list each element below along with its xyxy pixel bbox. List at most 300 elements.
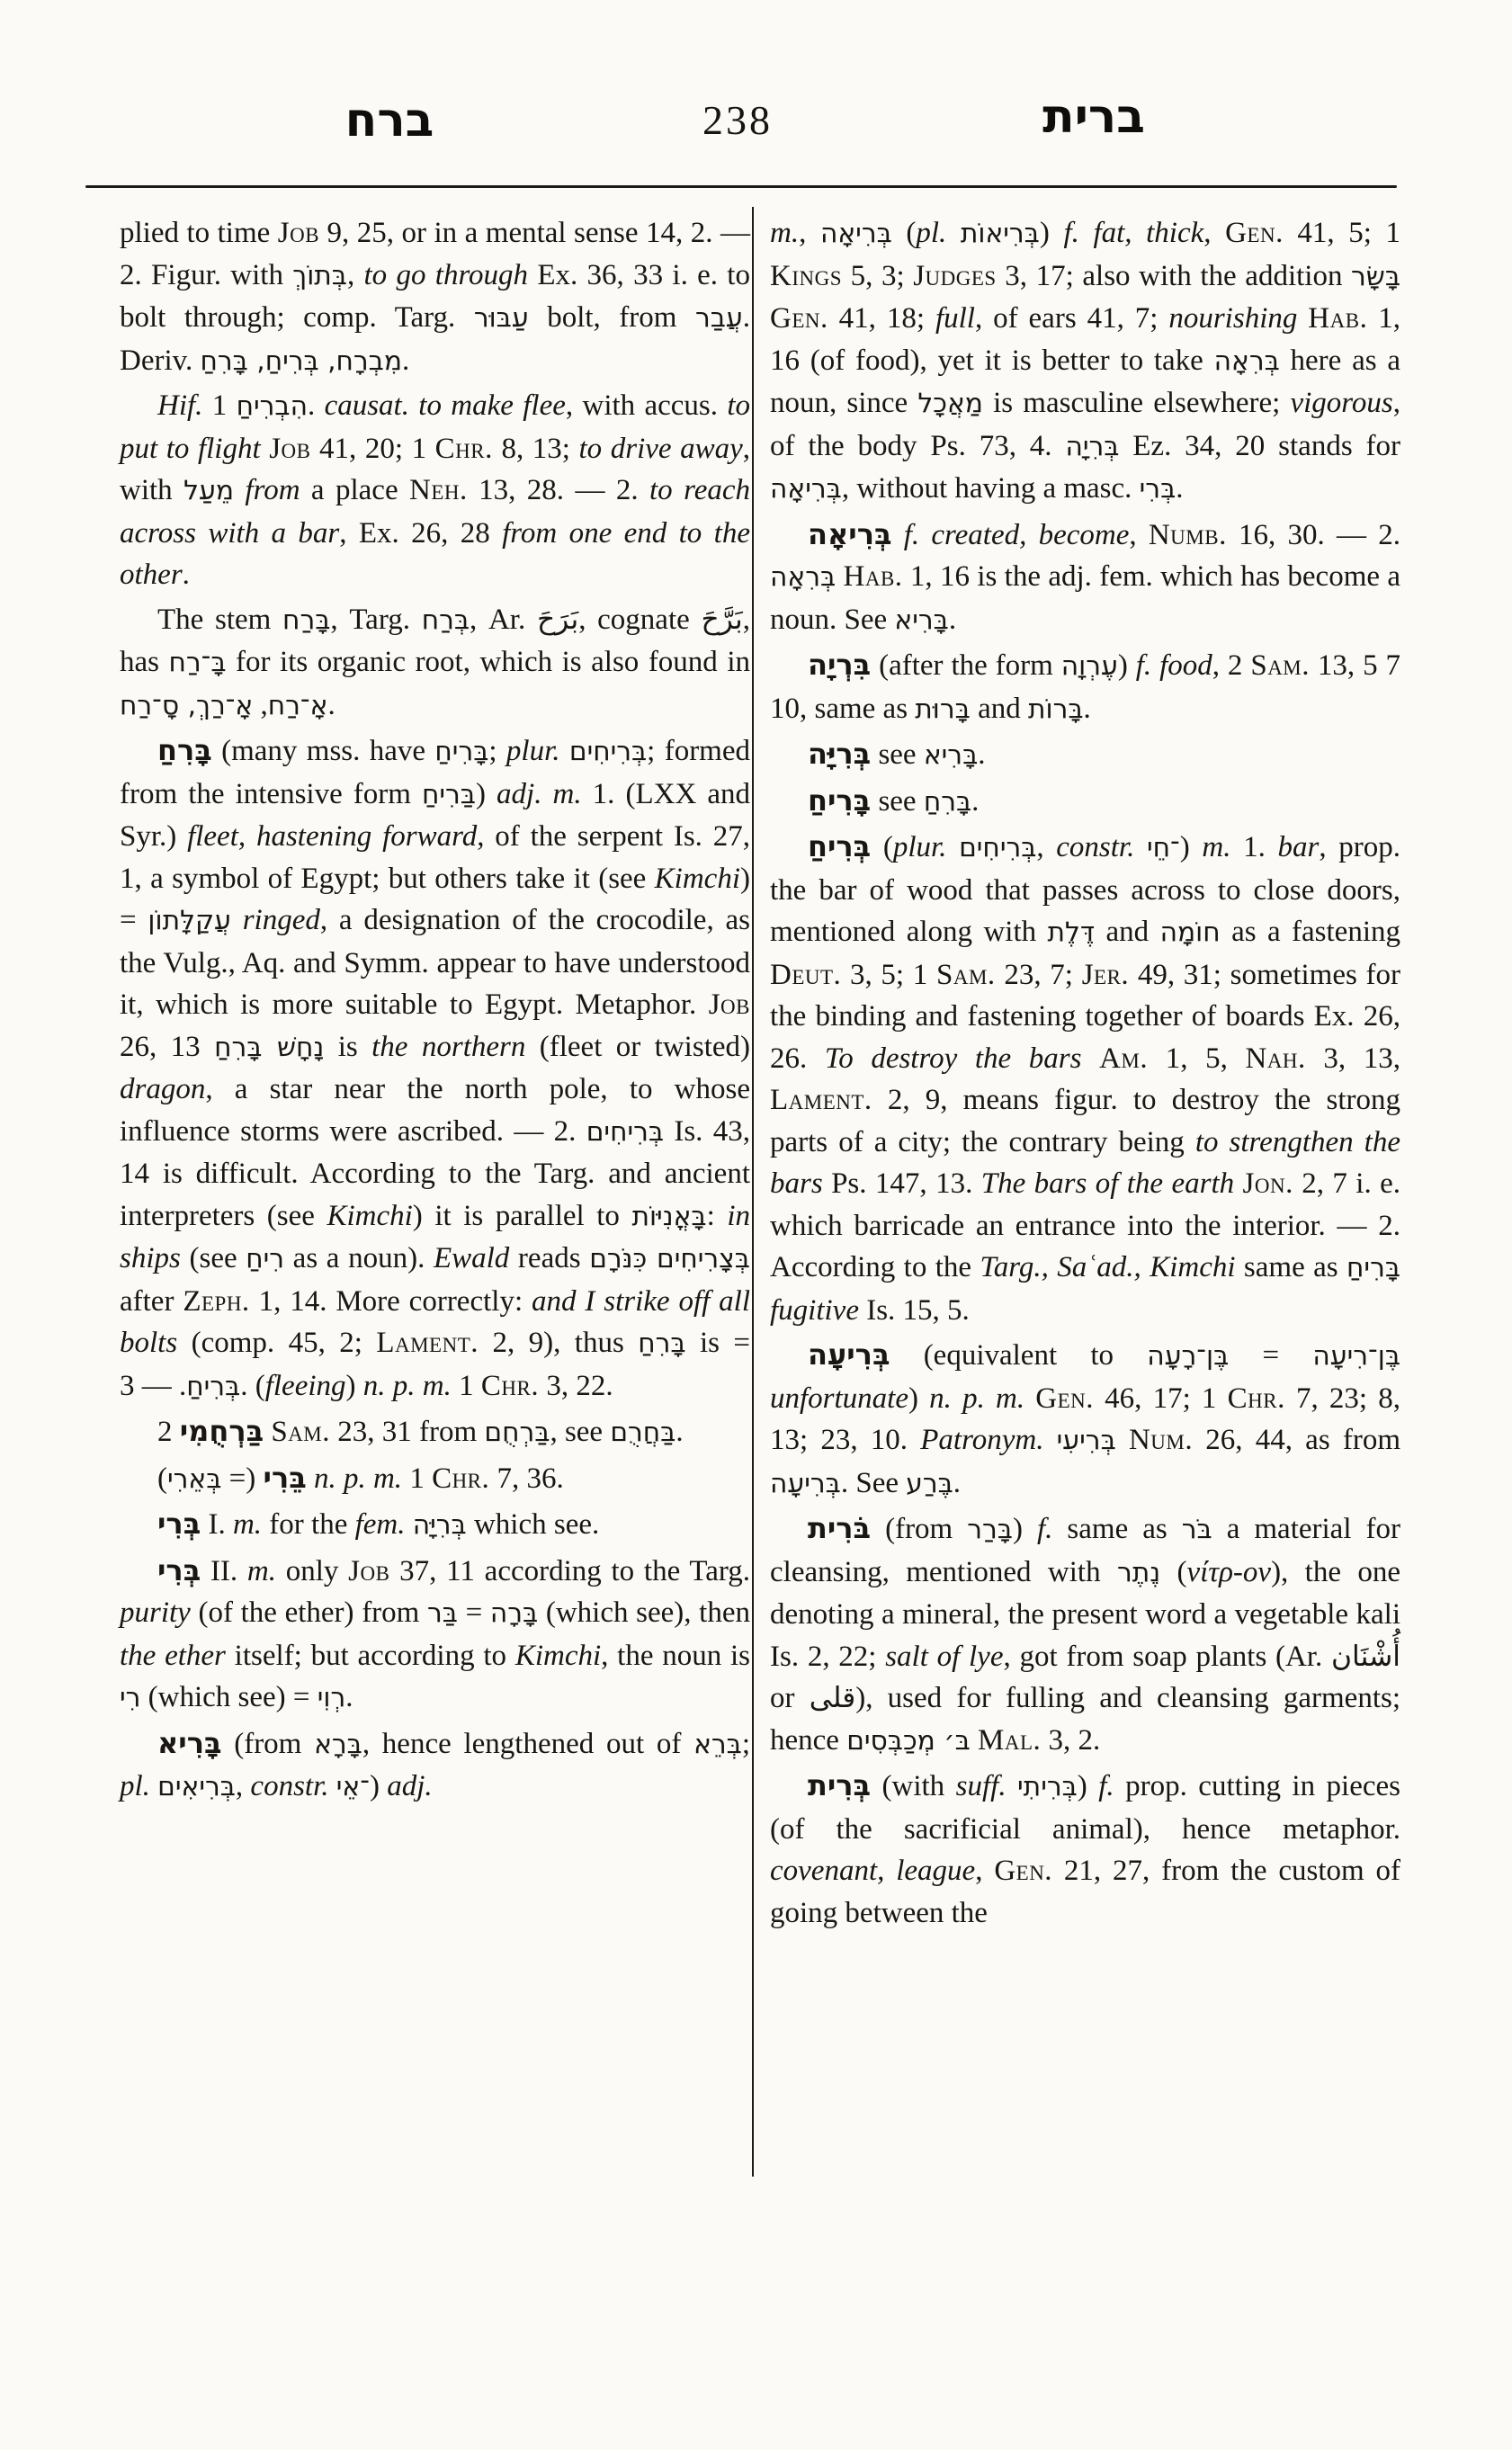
text-segment: . See: [840, 1466, 907, 1499]
text-segment: see: [871, 784, 924, 818]
header-hebrew-right: ברית: [1042, 90, 1145, 144]
text-segment: בְּרִיאִים: [157, 1771, 236, 1802]
text-segment: (many mss. have: [211, 735, 435, 767]
text-segment: ): [1077, 1770, 1099, 1802]
text-segment: [836, 560, 843, 593]
text-segment: בְּרִיחִים: [959, 832, 1037, 863]
dictionary-paragraph: [120, 385, 750, 596]
text-segment: 16, 30. — 2.: [1226, 518, 1401, 551]
text-segment: 2: [157, 1416, 272, 1448]
text-segment: Nah.: [1245, 1042, 1306, 1075]
text-segment: דֶּלֶת: [1047, 917, 1096, 948]
text-segment: Deut.: [770, 958, 842, 991]
text-segment: בֵּרִי: [263, 1460, 307, 1495]
text-segment: ,: [253, 688, 268, 721]
text-segment: בָּרוּת: [915, 693, 971, 725]
text-segment: Job: [269, 432, 311, 465]
text-segment: 1, 16 (of food), yet it is better to take: [770, 302, 1401, 377]
text-segment: [234, 474, 245, 506]
text-segment: which see.: [466, 1508, 600, 1541]
text-segment: Is. 43, 14 is difficult. According to the Targ. and ancient interpreters (see: [120, 1114, 750, 1232]
text-segment: unfortunate: [770, 1381, 908, 1415]
text-segment: [1116, 1424, 1129, 1456]
text-segment: בָּרִיחַ: [434, 736, 489, 767]
text-segment: Chr.: [434, 432, 493, 465]
text-segment: is =: [685, 1327, 751, 1359]
text-segment: Kings: [770, 259, 843, 292]
text-segment: 41, 18;: [828, 302, 935, 335]
text-segment: =: [457, 1596, 490, 1629]
text-segment: (which see) =: [140, 1681, 318, 1713]
text-segment: , Ex. 26, 28: [339, 516, 503, 550]
text-segment: בָּרִיא: [923, 739, 979, 771]
text-segment: 7, 23; 8, 13; 23, 10.: [770, 1381, 1400, 1456]
text-segment: fem.: [354, 1508, 406, 1541]
text-segment: [1024, 1382, 1035, 1415]
text-segment: ,: [1036, 831, 1057, 863]
text-segment: adj.: [387, 1770, 433, 1802]
text-segment: רִיחַ: [246, 1243, 285, 1274]
text-segment: בְּאֵרִי: [167, 1462, 222, 1495]
text-segment: בְּרִיחִים: [568, 736, 648, 767]
text-segment: בָּשָׂר: [1351, 260, 1401, 292]
text-segment: m.: [1202, 831, 1231, 863]
text-segment: Jon.: [1242, 1167, 1293, 1200]
text-segment: m.: [246, 1554, 276, 1587]
text-segment: n. p. m.: [313, 1462, 403, 1495]
text-segment: , cognate: [578, 603, 702, 636]
text-segment: as a fastening: [1220, 916, 1400, 948]
text-segment: בִּרְיָה: [808, 648, 872, 682]
text-segment: , of the body Ps. 73, 4.: [770, 387, 1401, 462]
text-segment: Ez. 34, 20 stands for: [1119, 429, 1401, 462]
dictionary-paragraph: [770, 644, 1400, 730]
text-segment: to put to flight: [120, 389, 751, 465]
text-segment: בָּרִחַ: [638, 1328, 686, 1359]
text-segment: [1007, 1770, 1017, 1802]
text-segment: [891, 519, 903, 551]
text-segment: Job: [348, 1554, 390, 1587]
text-segment: בְּרִאָה: [770, 561, 837, 593]
dictionary-paragraph: [770, 212, 1400, 511]
text-segment: בְּרִיחַ: [186, 1370, 241, 1402]
text-segment: Zeph.: [183, 1284, 250, 1318]
text-segment: ): [1117, 649, 1136, 682]
text-segment: בָּ־רַח: [168, 647, 227, 678]
text-segment: 8, 13;: [492, 432, 579, 465]
text-segment: أُشْنَان: [1331, 1640, 1401, 1673]
text-segment: plur.: [892, 831, 947, 863]
text-segment: Judges: [913, 259, 997, 292]
dictionary-paragraph: [770, 733, 1400, 777]
text-segment: νίτρ-ον: [1186, 1555, 1272, 1588]
text-segment: for its organic root, which is also found in: [226, 646, 750, 678]
text-segment: , got from soap plants (Ar.: [1003, 1640, 1332, 1673]
text-segment: (see: [180, 1242, 246, 1274]
text-segment: . Deriv.: [120, 301, 751, 377]
header-hebrew-left: ברח: [344, 94, 434, 148]
text-segment: 2, 7 i. e. which barricade an entrance into the interior. — 2. According to the: [770, 1167, 1401, 1283]
text-segment: ,: [1129, 518, 1149, 551]
text-segment: .: [1176, 472, 1184, 505]
text-segment: [1134, 831, 1147, 863]
text-segment: 21, 27, from the custom of going between the: [770, 1855, 1401, 1929]
text-segment: covenant, league: [770, 1855, 976, 1887]
text-segment: 37, 11 according to the Targ.: [389, 1554, 750, 1587]
text-segment: f.: [1036, 1513, 1053, 1545]
text-segment: .: [1083, 692, 1091, 725]
text-segment: ) it is parallel to: [412, 1199, 632, 1232]
text-segment: f. fat, thick: [1063, 217, 1204, 249]
text-segment: ringed: [242, 904, 320, 936]
text-segment: , a star near the north pole, to whose influence storms were ascribed. — 2.: [120, 1073, 750, 1148]
dictionary-paragraph: [120, 1410, 750, 1454]
text-segment: plur.: [505, 735, 560, 767]
text-segment: ): [1179, 831, 1203, 863]
text-segment: אָ־רַךְ, סָ־רַח: [120, 689, 254, 721]
text-segment: , 2: [1212, 649, 1251, 682]
text-segment: Patronym.: [920, 1424, 1044, 1456]
text-segment: בֶּן־רָעָה: [1147, 1340, 1230, 1372]
text-segment: (fleet or twisted): [525, 1030, 750, 1063]
text-segment: .: [182, 559, 190, 591]
text-segment: and I strike off all bolts: [120, 1284, 750, 1359]
text-segment: בּ׳ מְכַבְּסִים: [846, 1724, 971, 1757]
text-segment: בֹּר: [1181, 1514, 1212, 1545]
text-segment: fleet, hastening forward: [187, 820, 478, 853]
dictionary-paragraph: [770, 1507, 1400, 1762]
text-segment: Sam.: [271, 1416, 331, 1448]
text-segment: from one end to the other: [120, 516, 750, 591]
text-segment: ,: [799, 217, 820, 249]
text-segment: بَرَّحَ: [701, 603, 743, 636]
text-segment: הִבְרִיחַ: [236, 390, 308, 422]
text-segment: (: [1160, 1555, 1187, 1588]
text-segment: ;: [488, 735, 506, 767]
text-segment: ): [345, 1369, 363, 1402]
text-segment: قلى: [809, 1682, 856, 1714]
text-segment: בְּרִיעָה: [770, 1467, 841, 1499]
text-segment: 1, 5,: [1148, 1042, 1246, 1075]
text-segment: Kimchi: [514, 1639, 602, 1672]
text-segment: בַּרִיחַ: [422, 778, 476, 810]
text-segment: 7, 36.: [489, 1462, 564, 1495]
text-segment: Kimchi: [327, 1199, 413, 1232]
text-segment: בָּרִיא: [894, 604, 949, 636]
text-segment: בָּרַר: [967, 1514, 1013, 1545]
text-segment: salt of lye: [885, 1640, 1004, 1673]
text-segment: The stem: [157, 603, 283, 636]
text-segment: 23, 31 from: [330, 1416, 485, 1448]
text-segment: בַּרְחֻמִי: [179, 1414, 264, 1448]
text-segment: , Ar.: [470, 603, 537, 636]
text-segment: here as a noun, since: [770, 344, 1401, 419]
text-segment: Sam.: [936, 958, 996, 991]
text-segment: , of ears 41, 7;: [974, 302, 1169, 335]
text-segment: 2, 9), thus: [479, 1327, 639, 1359]
text-segment: 3, 22.: [539, 1369, 613, 1402]
text-segment: .: [948, 603, 957, 636]
text-segment: [261, 433, 270, 465]
text-segment: Gen.: [994, 1855, 1053, 1887]
text-segment: n. p. m.: [362, 1369, 452, 1402]
text-segment: purity: [120, 1596, 191, 1629]
text-segment: בָּרִחַ: [157, 733, 212, 767]
text-segment: 2, 9, means figur. to destroy the strong parts of a city; the contrary being: [770, 1084, 1400, 1158]
text-segment: Chr.: [480, 1369, 540, 1402]
text-segment: or: [770, 1682, 810, 1714]
text-segment: pl.: [120, 1770, 150, 1802]
text-segment: Am.: [1099, 1042, 1149, 1075]
text-segment: Sam.: [1250, 649, 1311, 682]
text-segment: Num.: [1128, 1424, 1194, 1456]
text-segment: see: [871, 738, 924, 771]
text-segment: Is. 15, 5.: [858, 1293, 970, 1327]
text-segment: Job: [277, 217, 320, 249]
text-segment: f. food: [1135, 649, 1212, 682]
text-segment: 3, 2.: [1041, 1723, 1101, 1757]
text-segment: f. created, become: [903, 518, 1130, 551]
text-segment: Job: [708, 988, 750, 1021]
text-segment: , with: [120, 432, 751, 506]
dictionary-paragraph: [120, 1722, 750, 1809]
text-segment: בְּרַח: [421, 604, 470, 636]
dictionary-paragraph: [770, 780, 1400, 824]
text-segment: 1, 14. More correctly:: [249, 1284, 532, 1318]
text-segment: .: [978, 738, 986, 771]
text-segment: בֶּרַע: [906, 1467, 953, 1499]
text-segment: בְּרִיָּה: [808, 737, 872, 771]
column-divider: [752, 207, 754, 2177]
text-segment: , of the serpent Is. 27, 1, a symbol of Egypt; but others take it (see: [120, 820, 750, 895]
text-segment: is masculine elsewhere;: [982, 387, 1291, 419]
text-segment: constr.: [1056, 831, 1135, 863]
text-segment: , has: [120, 603, 750, 678]
text-segment: prop. cutting in pieces (of the sacrificial animal), hence metaphor.: [770, 1770, 1400, 1846]
text-segment: 3, 5; 1: [841, 958, 936, 991]
text-segment: fleeing: [264, 1369, 346, 1402]
text-segment: מִבְרָח, בְּרִיחַ, בָּרִחַ: [200, 344, 402, 377]
text-segment: [1043, 1424, 1056, 1456]
text-segment: ,: [346, 258, 364, 291]
text-segment: 26, 44, as from: [1193, 1424, 1401, 1456]
right-text-column: [770, 212, 1400, 1934]
page-number: 238: [702, 97, 773, 143]
text-segment: (with: [871, 1770, 956, 1802]
header-rule: [85, 185, 1397, 188]
text-segment: בָּרִיחַ: [808, 782, 872, 818]
text-segment: . — 3. (: [120, 1369, 265, 1402]
text-segment: The bars of the earth: [980, 1167, 1235, 1200]
text-segment: ,: [1203, 217, 1226, 249]
text-segment: עֲבַר: [694, 302, 743, 334]
text-segment: Numb.: [1148, 518, 1227, 551]
text-segment: Targ., Saʿad., Kimchi: [980, 1251, 1236, 1283]
text-segment: Chr.: [1227, 1381, 1285, 1415]
text-segment: the northern: [371, 1030, 526, 1063]
text-segment: Gen.: [1225, 217, 1284, 249]
dictionary-paragraph: [120, 1550, 750, 1720]
text-segment: בְּרִית: [808, 1768, 872, 1802]
text-segment: 23, 7;: [995, 958, 1082, 991]
text-segment: (after the form: [871, 649, 1061, 682]
text-segment: [946, 831, 959, 863]
text-segment: 3, 13,: [1305, 1042, 1401, 1075]
text-segment: constr.: [250, 1770, 329, 1802]
text-segment: a place: [300, 474, 409, 506]
text-segment: בָּרִיחַ: [1346, 1252, 1400, 1283]
dictionary-paragraph: [120, 729, 750, 1408]
text-segment: ): [157, 1462, 314, 1495]
text-segment: only: [276, 1554, 349, 1587]
dictionary-paragraph: [120, 212, 750, 382]
text-segment: בְּרִיחַ: [808, 829, 872, 863]
text-segment: fugitive: [770, 1293, 859, 1327]
text-segment: Kimchi: [654, 862, 740, 895]
text-segment: II.: [201, 1554, 247, 1587]
text-segment: to reach across with a bar: [120, 474, 750, 550]
text-segment: .: [345, 1681, 353, 1713]
text-segment: [329, 1770, 336, 1802]
text-segment: ,: [975, 1855, 995, 1887]
text-segment: same as: [1235, 1251, 1347, 1283]
text-segment: bar: [1277, 831, 1320, 863]
text-segment: בְּרִיתִי: [1017, 1771, 1078, 1802]
text-segment: בְּרִיעָה: [808, 1337, 890, 1372]
text-segment: Hab.: [843, 560, 903, 593]
dictionary-paragraph: [770, 514, 1400, 642]
text-segment: ,: [235, 1770, 251, 1802]
text-segment: נָחָשׁ בָּרִחַ: [214, 1031, 325, 1063]
text-segment: to strengthen the bars: [770, 1125, 1400, 1200]
text-segment: (from: [871, 1513, 968, 1545]
text-segment: [946, 217, 961, 249]
text-segment: .: [675, 1416, 684, 1448]
text-segment: itself; but according to: [225, 1639, 515, 1672]
text-segment: for the: [262, 1508, 355, 1541]
left-text-column: [120, 212, 750, 1809]
text-segment: and: [970, 692, 1028, 725]
text-segment: as a noun).: [284, 1242, 434, 1274]
text-segment: [150, 1770, 157, 1802]
text-segment: 13, 28. — 2.: [467, 474, 650, 506]
text-segment: 1, 16 is the adj. fem. which has become a noun. See: [770, 560, 1401, 636]
dictionary-paragraph: [770, 1334, 1400, 1505]
text-segment: 49, 31; sometimes for the binding and fastening together of boards Ex. 26, 26.: [770, 958, 1400, 1075]
text-segment: בֶּן־רִיעָה: [1312, 1340, 1400, 1372]
text-segment: Mal.: [978, 1723, 1042, 1757]
text-segment: 1. (LXX and Syr.): [120, 777, 750, 853]
text-segment: .: [971, 784, 980, 818]
text-segment: same as: [1052, 1513, 1182, 1545]
text-segment: reads: [509, 1242, 590, 1274]
text-segment: ): [908, 1381, 930, 1415]
text-segment: בְּצָרִיחִים כִּנֹּרָם: [589, 1243, 750, 1274]
text-segment: pl.: [916, 217, 947, 249]
text-segment: 13, 5 7 10, same as: [770, 649, 1400, 725]
text-segment: [560, 735, 569, 767]
text-segment: ), the one denoting a mineral, the present word a vegetable kali Is. 2, 22;: [770, 1555, 1400, 1673]
text-segment: בְּרִאָה: [1213, 344, 1280, 377]
text-segment: ;: [741, 1727, 750, 1760]
text-segment: [1081, 1042, 1099, 1075]
text-segment: בָּרָא: [314, 1728, 362, 1760]
running-head: [0, 86, 1512, 176]
text-segment: ): [1012, 1513, 1037, 1545]
text-segment: עֶרְוָה: [1060, 650, 1118, 682]
text-segment: ), used for fulling and cleansing garments; hence: [770, 1682, 1400, 1757]
text-segment: bolt, from: [528, 301, 695, 334]
text-segment: 1.: [1230, 831, 1278, 863]
text-segment: 5, 3;: [842, 259, 914, 292]
text-segment: (equivalent to: [890, 1339, 1148, 1372]
text-segment: ): [369, 1770, 388, 1802]
text-segment: 41, 20; 1: [310, 432, 435, 465]
text-segment: בְּרִיאָה: [770, 473, 842, 505]
text-segment: בֹּרִית: [808, 1511, 872, 1545]
text-segment: בָּרָה: [489, 1597, 539, 1629]
text-segment: .: [327, 688, 336, 721]
text-segment: בְּרֵא: [693, 1728, 742, 1760]
text-segment: Gen.: [1035, 1381, 1095, 1415]
text-segment: Chr.: [432, 1462, 490, 1495]
text-segment: is: [324, 1030, 372, 1063]
text-segment: 26, 13: [120, 1030, 215, 1063]
text-segment: ): [1039, 217, 1064, 249]
text-segment: (of the ether) from: [190, 1596, 427, 1629]
text-segment: full: [935, 302, 975, 335]
text-segment: ־אֵי: [336, 1771, 370, 1802]
text-segment: (: [891, 217, 917, 249]
text-segment: Ex. 36, 33 i. e. to bolt through; comp. Targ.: [120, 258, 750, 334]
text-segment: אָ־רַח: [267, 689, 328, 721]
text-segment: בַּחֲרֻם: [610, 1417, 676, 1448]
text-segment: (which see), then: [538, 1596, 750, 1629]
text-segment: , Targ.: [330, 603, 422, 636]
text-segment: בְּרִיָּה: [412, 1509, 467, 1541]
text-segment: 9, 25, or in a mental sense 14, 2. — 2. Figur. with: [120, 217, 750, 291]
text-segment: 3, 17; also with the addition: [996, 259, 1352, 292]
text-segment: בְּרִי: [1139, 473, 1176, 505]
text-segment: בְּרִיָה: [1065, 430, 1120, 462]
text-segment: עַבּוּר: [473, 302, 529, 334]
text-segment: (: [871, 831, 893, 863]
text-segment: [406, 1508, 413, 1541]
text-segment: , without having a masc.: [841, 472, 1140, 505]
text-segment: I.: [201, 1508, 233, 1541]
text-segment: בְּרִיאוֹת: [960, 218, 1040, 249]
text-segment: ): [475, 777, 497, 810]
dictionary-paragraph: [770, 826, 1400, 1331]
text-segment: a material for cleansing, mentioned with: [770, 1513, 1400, 1588]
text-segment: בְּרִיחִים: [586, 1115, 665, 1148]
text-segment: suff.: [955, 1770, 1007, 1802]
text-segment: 41, 5; 1: [1283, 217, 1401, 249]
text-segment: .: [402, 344, 410, 377]
text-segment: בְּרִיאָה: [808, 516, 892, 551]
text-segment: בָּרַח: [282, 604, 331, 636]
text-segment: ; formed from the intensive form: [120, 735, 750, 810]
text-segment: , with accus.: [565, 389, 728, 422]
text-segment: بَرَحَ: [536, 603, 579, 636]
text-segment: to drive away: [578, 432, 743, 465]
text-segment: [231, 904, 243, 936]
dictionary-paragraph: [120, 599, 750, 728]
text-segment: dragon: [120, 1073, 206, 1105]
text-segment: בַּר: [427, 1597, 458, 1629]
text-segment: , the noun is: [601, 1639, 751, 1672]
text-segment: מֵעַל: [183, 475, 234, 506]
